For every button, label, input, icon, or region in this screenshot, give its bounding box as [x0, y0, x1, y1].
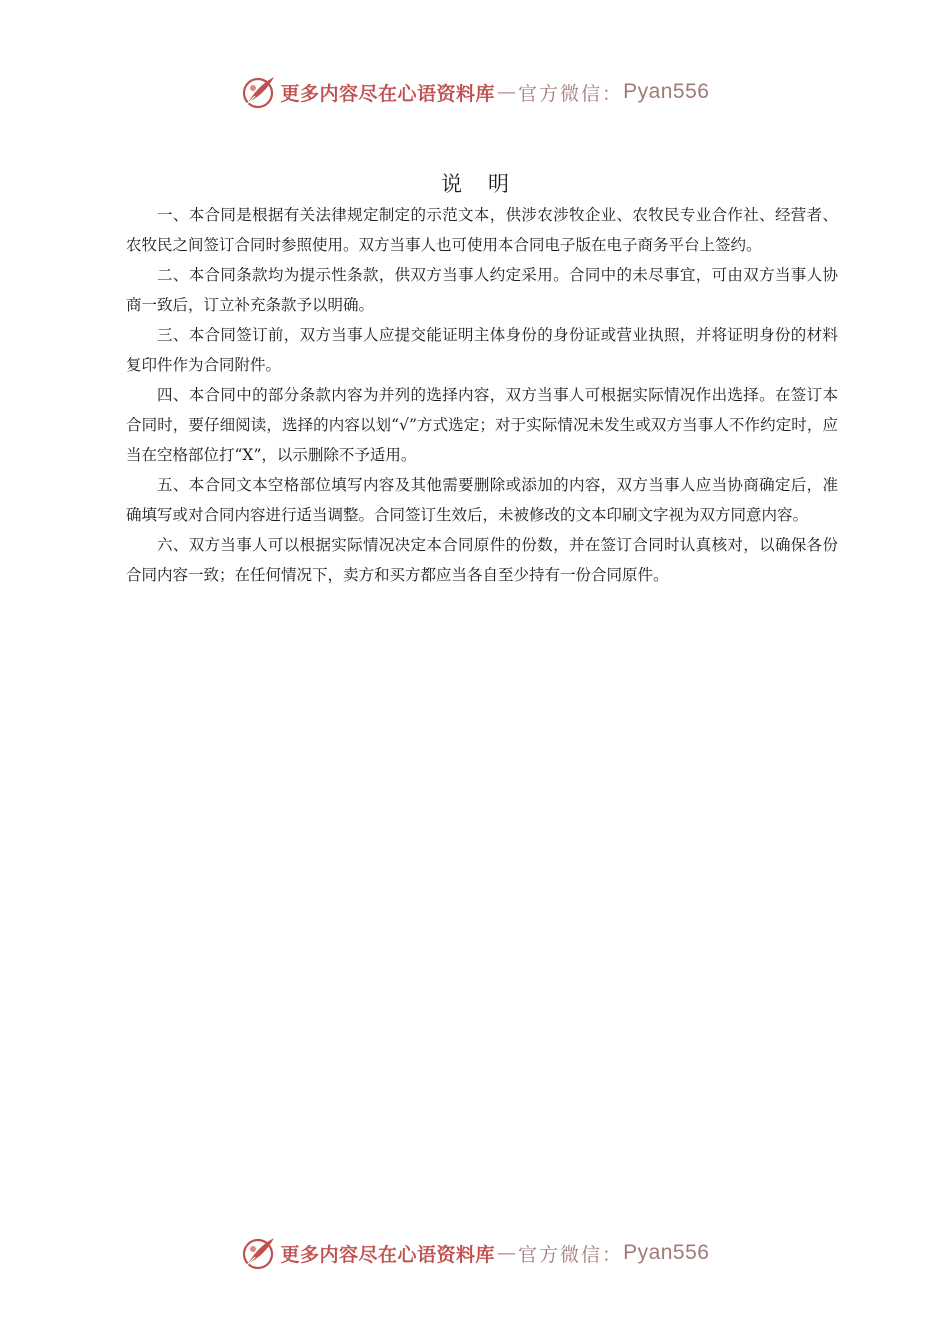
paragraph-6: 六、双方当事人可以根据实际情况决定本合同原件的份数，并在签订合同时认真核对，以确保各份合同内容一致；在任何情况下，卖方和买方都应当各自至少持有一份合同原件。 [126, 536, 838, 584]
watermark-wechat-label: 官方微信： [518, 82, 624, 105]
paragraph-5: 五、本合同文本空格部位填写内容及其他需要删除或添加的内容，双方当事人应当协商确定后，准确填写或对合同内容进行适当调整。合同签订生效后，未被修改的文本印刷文字视为双方同意内容。 [126, 476, 838, 524]
quill-pen-logo-icon [241, 74, 277, 110]
watermark-dash: — [497, 1242, 517, 1264]
watermark-brand-text: 更多内容尽在心语资料库 [280, 82, 496, 105]
quill-pen-logo-icon [241, 1235, 277, 1271]
document-title: 说明 [441, 172, 535, 196]
document-body [126, 200, 838, 590]
footer-watermark-banner [0, 1233, 950, 1273]
paragraph-2: 二、本合同条款均为提示性条款，供双方当事人约定采用。合同中的未尽事宜，可由双方当事人协商一致后，订立补充条款予以明确。 [126, 266, 838, 314]
watermark-dash: — [497, 81, 517, 103]
watermark-wechat-label: 官方微信： [518, 1243, 624, 1266]
header-watermark-banner [0, 72, 950, 112]
paragraph-4: 四、本合同中的部分条款内容为并列的选择内容，双方当事人可根据实际情况作出选择。在签订本合同时，要仔细阅读，选择的内容以划“√”方式选定；对于实际情况未发生或双方当事人不作约定时，应当在空格部位打“X”，以示删除不予适用。 [126, 386, 838, 464]
paragraph-3: 三、本合同签订前，双方当事人应提交能证明主体身份的身份证或营业执照，并将证明身份的材料复印件作为合同附件。 [126, 326, 838, 374]
watermark-wechat-id: Pyan556 [623, 80, 710, 103]
watermark-wechat-id: Pyan556 [623, 1241, 710, 1264]
paragraph-1: 一、本合同是根据有关法律规定制定的示范文本，供涉农涉牧企业、农牧民专业合作社、经营者、农牧民之间签订合同时参照使用。双方当事人也可使用本合同电子版在电子商务平台上签约。 [126, 206, 838, 254]
watermark-brand-text: 更多内容尽在心语资料库 [280, 1243, 496, 1266]
